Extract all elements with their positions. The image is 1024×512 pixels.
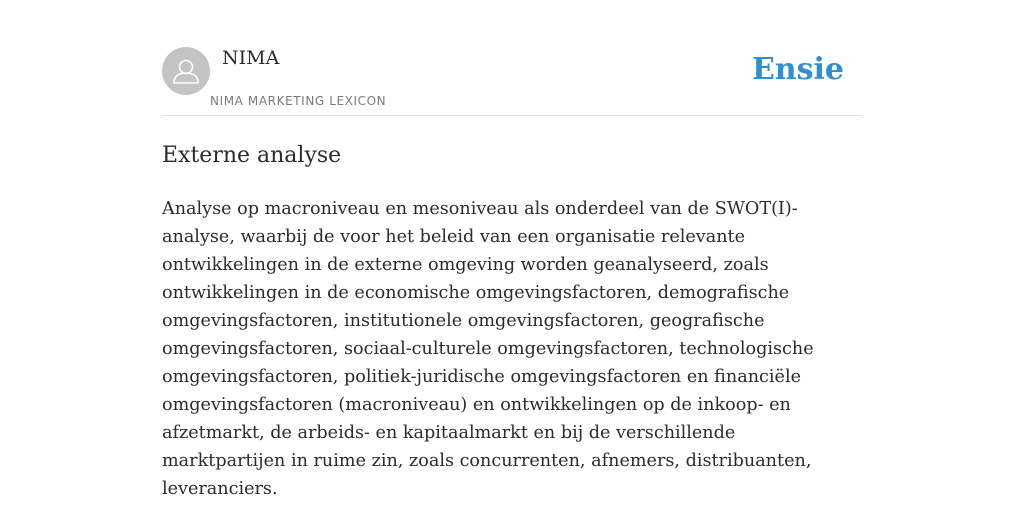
source-label[interactable]: NIMA MARKETING LEXICON <box>210 94 387 108</box>
avatar[interactable] <box>162 47 210 95</box>
entry-header <box>162 46 862 116</box>
entry-card <box>162 46 862 503</box>
brand-logo[interactable]: Ensie <box>751 52 844 87</box>
user-silhouette-icon <box>162 47 210 95</box>
entry-title: Externe analyse <box>162 143 342 168</box>
author-name[interactable]: NIMA <box>222 47 280 69</box>
entry-definition: Analyse op macroniveau en mesoniveau als onderdeel van de SWOT(I)-analyse, waarbij de voor het beleid van een organisatie relevante ontwikkelingen in de externe omgeving worden geanalyseerd, zoals ontwikkelingen in de economische omgevingsfactoren, demografische omgevingsfactoren, institutionele omgevingsfactoren, geografische omgevingsfactoren, sociaal-culturele omgevingsfactoren, technologische omgevingsfactoren, politiek-juridische omgevingsfactoren en financiële omgevingsfactoren (macroniveau) en ontwikkelingen op de inkoop- en afzetmarkt, de arbeids- en kapitaalmarkt en bij de verschillende marktpartijen in ruime zin, zoals concurrenten, afnemers, distribuanten, leveranciers. <box>162 199 814 499</box>
